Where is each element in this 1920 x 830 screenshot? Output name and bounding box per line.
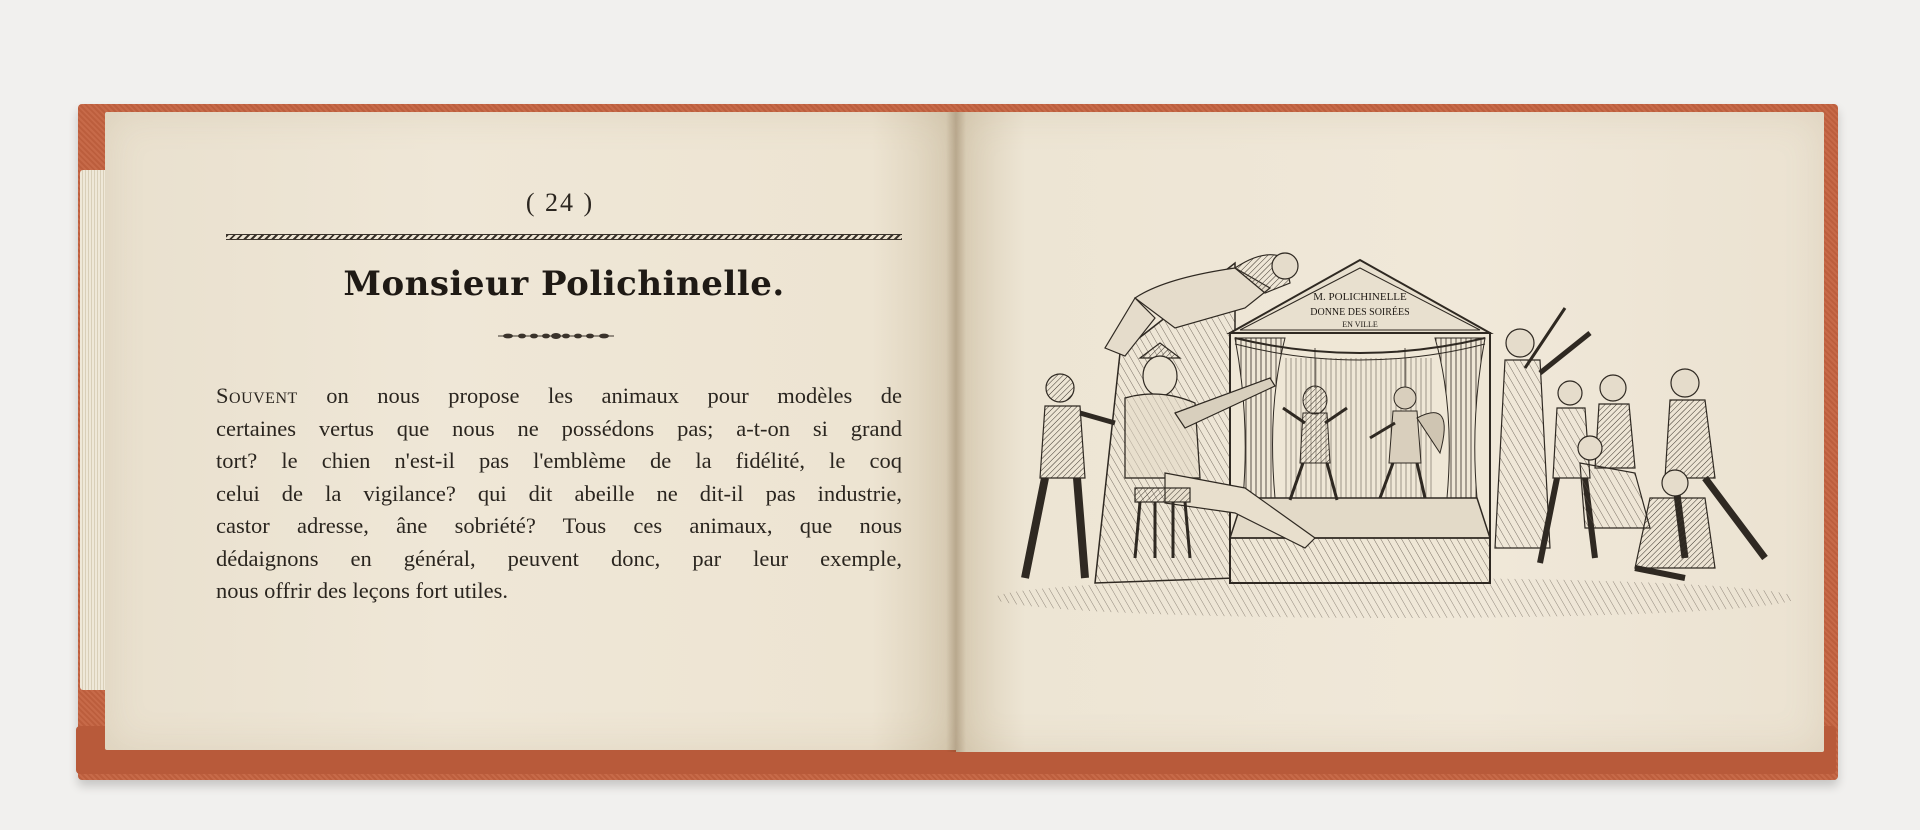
booth-sign-line3: EN VILLE [1342,320,1378,329]
chapter-title: Monsieur Polichinelle. [343,264,785,304]
ornament-divider-icon [496,332,616,340]
paragraph-line-2: certaines vertus que nous ne possédons pas; a-t-on si grand [216,415,902,441]
page-number: ( 24 ) [525,188,595,217]
book-gutter [946,112,966,752]
puppet-theatre-engraving [985,238,1805,638]
booth-sign-line2: DONNE DES SOIRÉES [1310,307,1410,318]
drop-word: Souvent [216,383,298,408]
paragraph-line-6: dédaignons en général, peuvent donc, par leur exemple, [216,545,902,571]
paragraph-line-4: celui de la vigilance? qui dit abeille ne dit-il pas industrie, [216,480,902,506]
paragraph-line-5: castor adresse, âne sobriété? Tous ces animaux, que nous [216,513,902,538]
paragraph-line-3: tort? le chien n'est-il pas l'emblème de la fidélité, le coq [216,448,902,473]
booth-sign-line1: M. POLICHINELLE [1313,291,1407,303]
paragraph-line-7: nous offrir des leçons fort utiles. [216,578,509,603]
decorative-rule [226,234,902,240]
paragraph-line-1: Souvent on nous propose les animaux pour modèles de [216,383,902,408]
paragraph-text [216,380,902,608]
